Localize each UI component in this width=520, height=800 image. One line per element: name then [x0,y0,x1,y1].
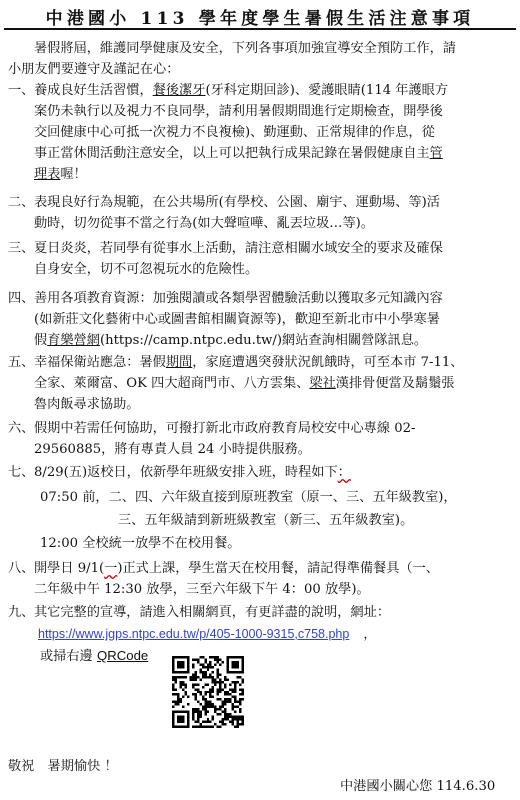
title-divider [4,28,516,30]
signature: 中港國小關心您 114.6.30 [340,779,496,794]
item-4-number: 四、 [8,291,35,306]
intro-line-2-wrap [8,59,179,80]
item-2-number: 二、 [8,195,35,210]
item-7-number: 七、 [8,465,35,480]
emphasis-brushing: 餐後潔牙 [152,83,206,98]
item-3-text: 夏日炎炎，若同學有從事水上活動，請注意相關水域安全的要求及確保 自身安全，切不可忽視玩水的危險性。 [34,241,443,277]
item-6-text: 假期中若需任何協助，可撥打新北市政府教育局校安中心專線 02- 29560885，將有專責人員 24 小時提供服務。 [34,421,416,457]
schedule-line-3: 12:00 全校統一放學不在校用餐。 [40,536,241,551]
item-8-number: 八、 [8,561,35,576]
schedule-line-2: 三、五年級請到新班級教室（新三、五年級教室)。 [118,513,414,528]
item-2-text: 表現良好行為規範，在公共場所(有學校、公園、廟宇、運動場、等)活 動時，切勿從事不當之行為(如大聲喧嘩、亂丟垃圾…等)。 [34,195,440,231]
intro-line-1: 暑假將屆，維護同學健康及安全，下列各事項加強宣導安全預防工作，請 [34,41,456,56]
info-url-row: https://www.jgps.ntpc.edu.tw/p/405-1000-9315,c758.php ， [38,627,376,641]
item-1-number: 一、 [8,83,35,98]
item-8-text: 開學日 9/1(一)正式上課，學生當天在校用餐，請記得準備餐具（一、 二年級中午 12:30 放學，三至六年級下午 4：00 放學)。 [34,561,439,597]
info-url-link[interactable]: https://www.jgps.ntpc.edu.tw/p/405-1000-9315,c758.php [38,627,350,641]
item-9-text: 其它完整的宣導，請進入相關網頁，有更詳盡的說明，網址： [34,605,391,620]
item-5-number: 五、 [8,355,35,370]
item-5-text: 幸福保衛站應急：暑假期間，家庭遭遇突發狀況飢餓時，可至本市 7-11、 全家、萊爾富、OK 四大超商門市、八方雲集、梁社漢排骨便當及鬍鬚張 魯肉飯尋求協助。 [34,355,464,412]
emphasis-chart: 理表 [34,167,61,182]
intro-line-2: 小朋友們要遵守及謹記在心： [8,62,180,77]
intro-paragraph [34,38,512,59]
closing-greeting: 敬祝 暑期愉快 ！ [8,759,118,774]
page-title: 中港國小 113 學年度學生暑假生活注意事項 [45,9,475,29]
item-3-number: 三、 [8,241,35,256]
item-6-number: 六、 [8,421,35,436]
camp-site-name: 育樂營網 [47,333,100,348]
qr-caption: 或掃右邊 QRCode [40,648,149,664]
item-1-text: 養成良好生活習慣，餐後潔牙(牙科定期回診)、愛護眼睛(114 年護眼方 案仍未執行以及視力不良同學，請利用暑假期間進行定期檢查，開學後 交回健康中心可抵一次視力不良複檢)、勤運動、正常規律的作息，從 事正當休閒活動注意安全，以上可以把執行成果記錄在暑假健康自主管 理表喔！ [34,83,449,182]
qr-code-icon[interactable] [172,656,244,728]
item-4-text: 善用各項教育資源：加強閱讀或各類學習體驗活動以獲取多元知識內容 (如新莊文化藝術中心或圖書館相關資源等)，歡迎至新北市中小學寒暑 假育樂營網(https://camp.ntpc.edu.tw/)網站查詢相關營隊訊息。 [34,291,443,348]
item-7-text: 8/29(五)返校日，依新學年班級安排入班，時程如下： [34,465,351,480]
item-9-number: 九、 [8,605,35,620]
schedule-line-1: 07:50 前，二、四、六年級直接到原班教室（原一、三、五年級教室)， [40,490,457,505]
